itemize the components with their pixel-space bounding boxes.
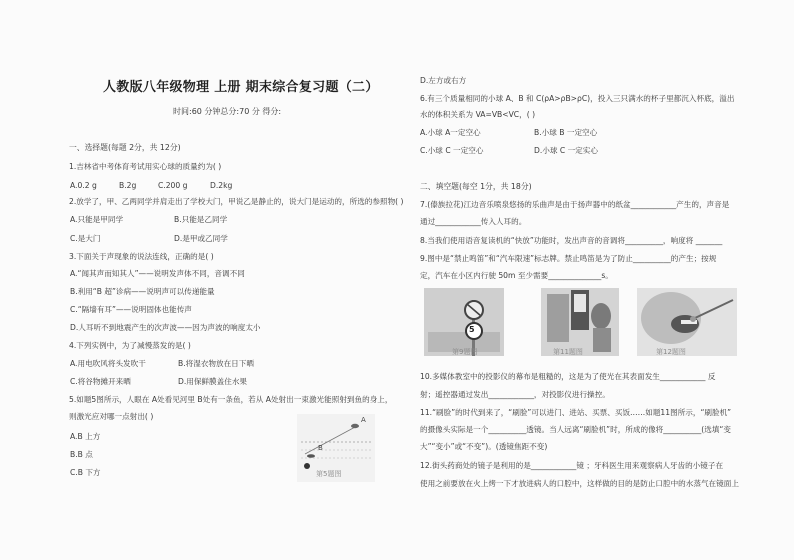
- q6-option-a: A.小球 A一定空心: [420, 128, 481, 137]
- question-7-cont: 通过____________传入人耳的。: [420, 217, 527, 226]
- q2-option-c: C.是大门: [70, 234, 101, 243]
- q4-option-b: B.将湿衣物放在日下晒: [178, 359, 254, 368]
- figure-5-caption: 第5题图: [316, 470, 342, 478]
- figure-11-face-scan: [541, 288, 619, 356]
- question-1: 1.吉林省中考体育考试用实心球的质量约为( ): [69, 162, 222, 171]
- figure-11: [541, 288, 619, 356]
- question-7: 7.(傣族拉花)江边音乐喷泉悠扬的乐曲声是由于扬声器中的纸盆____________产生的，声音是: [420, 200, 730, 209]
- question-12-cont: 使用之前要放在火上烤一下才放进病人的口腔中，这样做的目的是防止口腔中的水蒸气在镜面上: [420, 479, 739, 488]
- q1-option-b: B.2g: [119, 181, 137, 190]
- q4-option-c: C.将谷物摊开来晒: [70, 377, 131, 386]
- q2-option-a: A.只能是甲同学: [70, 215, 124, 224]
- question-9-cont: 定，汽车在小区内行驶 50m 至少需要______________s。: [420, 271, 613, 280]
- q6-option-c: C.小球 C 一定空心: [420, 146, 484, 155]
- figure-9-signs: [424, 288, 504, 356]
- q3-option-c: C.“隔墙有耳”——说明固体也能传声: [70, 305, 192, 314]
- figure-11-caption: 第11题图: [553, 348, 583, 356]
- q5-option-a: A.B 上方: [70, 432, 101, 441]
- q3-option-d: D.人耳听不到地震产生的次声波——因为声波的响度太小: [70, 323, 261, 332]
- figure-12-caption: 第12题图: [656, 348, 686, 356]
- exam-meta: 时间:60 分钟总分:70 分 得分:: [173, 107, 282, 116]
- question-9: 9.图中是“禁止鸣笛”和“汽车限速”标志牌。禁止鸣笛是为了防止__________的产生；按规: [420, 254, 717, 263]
- question-12: 12.街头药商处的镜子是利用的是____________镜 ；牙科医生用来观察病人牙齿的小镜子在: [420, 461, 724, 470]
- question-3: 3.下面关于声现象的说法连线，正确的是( ): [69, 252, 214, 261]
- speed-limit-sign-value: 5: [469, 325, 475, 334]
- figure-5-label-b: B: [318, 444, 323, 452]
- question-11-cont2: 大”“变小”或“不变”)。(透镜焦距不变): [420, 442, 548, 451]
- question-2: 2.放学了，甲、乙两同学并肩走出了学校大门，甲说乙是静止的，说大门是运动的，所选的参照物( ): [69, 197, 404, 206]
- q1-option-c: C.200 g: [158, 181, 188, 190]
- question-6-cont: 水的体积关系为 VA=VB<VC，( ): [420, 110, 536, 119]
- question-5: 5.如题5图所示，人眼在 A处看见河里 B处有一条鱼，若从 A处射出一束激光能照射到鱼的身上，: [69, 395, 393, 404]
- figure-9-caption: 第9题图: [452, 348, 478, 356]
- q3-option-b: B.利用“B 超”诊病——说明声可以传递能量: [70, 287, 215, 296]
- q6-option-d: D.小球 C 一定实心: [534, 146, 598, 155]
- figure-12: [637, 288, 737, 356]
- q5-option-d: D.左方或右方: [420, 76, 467, 85]
- figure-12-dental-mirror: [637, 288, 737, 356]
- q1-option-a: A.0.2 g: [70, 181, 97, 190]
- section-1-heading: 一、选择题(每题 2分，共 12分): [69, 143, 181, 152]
- q5-option-b: B.B 点: [70, 450, 93, 459]
- q6-option-b: B.小球 B 一定空心: [534, 128, 598, 137]
- question-6: 6.有三个质量相同的小球 A、B 和 C(ρA>ρB>ρC)，投入三只满水的杯子里都沉入杯底，溢出: [420, 94, 735, 103]
- q1-option-d: D.2kg: [210, 181, 233, 190]
- q5-option-c: C.B 下方: [70, 468, 101, 477]
- section-2-heading: 二、填空题(每空 1分，共 18分): [420, 182, 532, 191]
- figure-5-label-a: A: [361, 416, 366, 424]
- question-10: 10.多媒体教室中的投影仪的幕布是粗糙的，这是为了使光在其表面发生____________ 反: [420, 372, 716, 381]
- q4-option-d: D.用保鲜膜盖住水果: [178, 377, 248, 386]
- question-11: 11.“刷脸”的时代到来了，“刷脸”可以进门、进站、买票、买饭……如题11图所示，“刷脸机”: [420, 408, 732, 417]
- q4-option-a: A.用电吹风将头发吹干: [70, 359, 146, 368]
- question-5-cont: 则激光应对哪一点射出( ): [69, 412, 154, 421]
- page-title: 人教版八年级物理 上册 期末综合复习题（二）: [103, 80, 379, 95]
- question-11-cont: 的摄像头实际是一个__________透镜。当人远离“刷脸机”时，所成的像将__________(选填“变: [420, 425, 731, 434]
- question-4: 4.下列实例中，为了减慢蒸发的是( ): [69, 341, 191, 350]
- q3-option-a: A.“闻其声而知其人”——说明发声体不同，音调不同: [70, 269, 245, 278]
- q2-option-d: D.是甲或乙同学: [174, 234, 228, 243]
- q2-option-b: B.只能是乙同学: [174, 215, 228, 224]
- figure-9: [424, 288, 504, 356]
- question-10-cont: 射；遥控器通过发出____________，对投影仪进行操控。: [420, 390, 610, 399]
- question-8: 8.当我们使用语音复读机的“快放”功能时，发出声音的音调将__________，响度将 _______: [420, 236, 723, 245]
